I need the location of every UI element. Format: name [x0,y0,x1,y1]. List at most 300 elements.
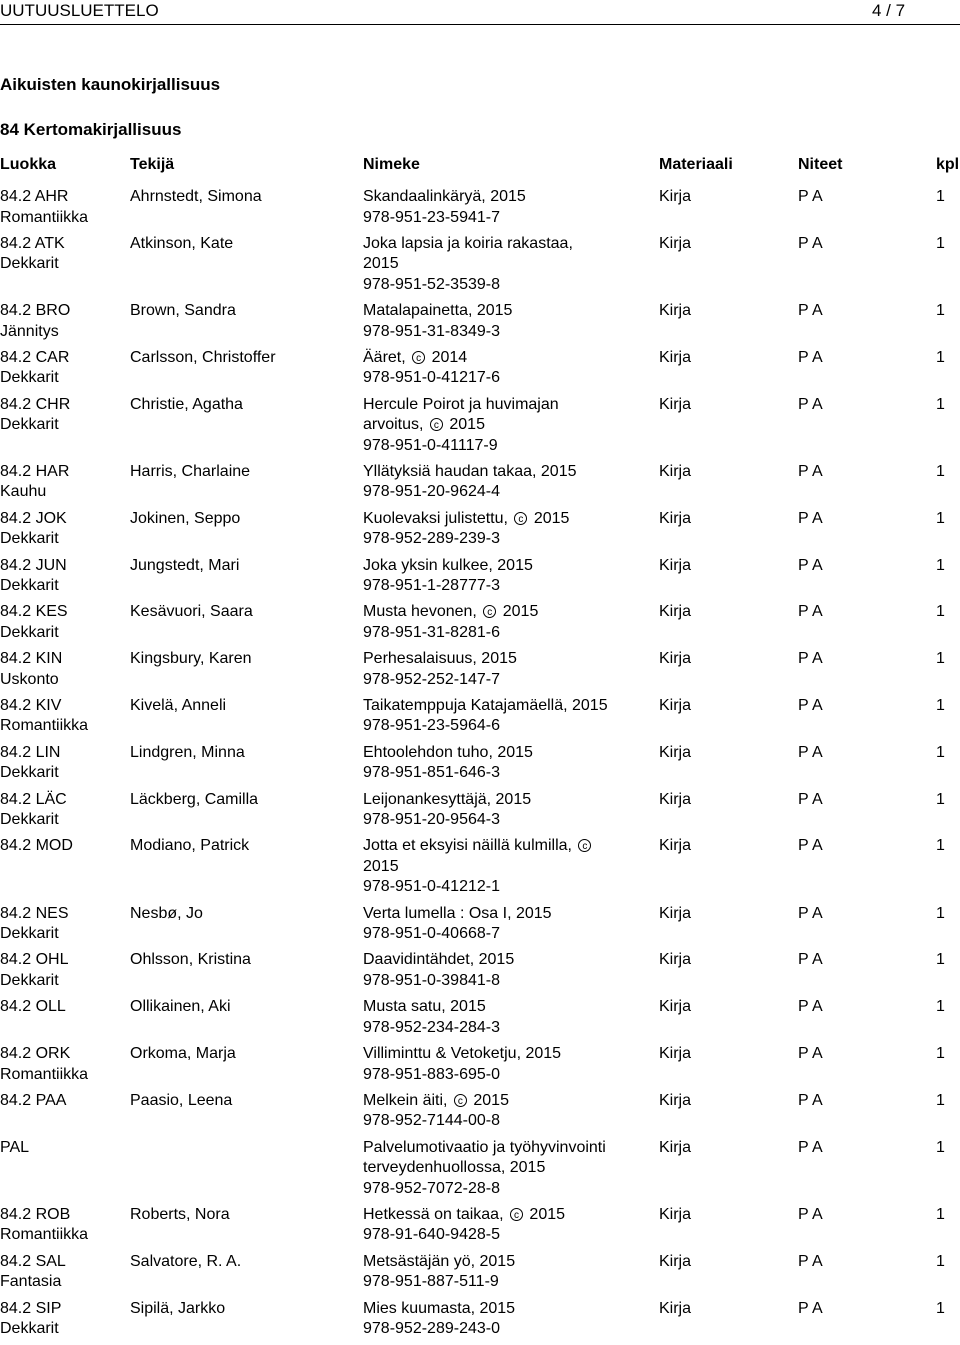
copies-location: P A [798,603,823,621]
entry-niteet [798,187,918,208]
class-code: PAL [0,1138,30,1156]
copy-count: 1 [936,837,945,855]
author-name: Kingsbury, Karen [130,650,252,668]
title-line: Musta satu, 2015 [363,998,486,1016]
copies-location: P A [798,743,823,761]
title-line: Hercule Poirot ja huvimajan [363,395,559,413]
entry-tekija [130,696,358,717]
copy-count: 1 [936,790,945,808]
entry-kpl [936,556,958,577]
entry-nimeke [363,395,633,457]
class-code: 84.2 SAL [0,1252,66,1270]
entry-nimeke [363,950,633,991]
title-line: Metsästäjän yö, 2015 [363,1252,516,1270]
column-header-tekija: Tekijä [130,156,175,173]
catalog-entry [0,649,960,696]
class-code: 84.2 ROB [0,1205,71,1223]
entry-kpl [936,997,958,1018]
entry-materiaali [659,790,739,811]
entry-tekija [130,234,358,255]
isbn: 978-91-640-9428-5 [363,1226,500,1244]
material-type: Kirja [659,556,692,574]
copy-count: 1 [936,1138,945,1156]
genre-label: Dekkarit [0,623,59,641]
material-type: Kirja [659,837,692,855]
title-line: terveydenhuollossa, 2015 [363,1159,546,1177]
column-header-niteet: Niteet [798,156,843,173]
catalog-entry [0,602,960,649]
title-line: Ääret, c 2014 [363,348,468,366]
genre-label: Jännitys [0,322,59,340]
entry-luokka [0,234,125,275]
entry-materiaali [659,556,739,577]
genre-label: Uskonto [0,670,59,688]
entry-materiaali [659,1299,739,1320]
entry-nimeke [363,649,633,690]
author-name: Jungstedt, Mari [130,556,240,574]
column-header-nimeke: Nimeke [363,156,420,173]
entry-luokka [0,1252,125,1293]
entry-nimeke [363,1091,633,1132]
entry-materiaali [659,997,739,1018]
copy-count: 1 [936,998,945,1016]
genre-label: Romantiikka [0,1065,89,1083]
material-type: Kirja [659,395,692,413]
genre-label: Dekkarit [0,764,59,782]
entry-nimeke [363,301,633,342]
class-code: 84.2 NES [0,904,69,922]
title-line: Yllätyksiä haudan takaa, 2015 [363,462,577,480]
entry-niteet [798,836,918,857]
author-name: Kesävuori, Saara [130,603,253,621]
class-code: 84.2 JOK [0,509,67,527]
class-code: 84.2 JUN [0,556,67,574]
entry-luokka [0,1138,125,1159]
copy-count: 1 [936,951,945,969]
entry-materiaali [659,187,739,208]
column-header-luokka: Luokka [0,156,57,173]
catalog-entry [0,1205,960,1252]
entry-kpl [936,904,958,925]
copy-count: 1 [936,509,945,527]
entry-niteet [798,997,918,1018]
class-code: 84.2 BRO [0,302,71,320]
copy-count: 1 [936,1205,945,1223]
catalog-entry [0,301,960,348]
entry-tekija [130,395,358,416]
entry-materiaali [659,696,739,717]
author-name: Brown, Sandra [130,302,236,320]
isbn: 978-952-7144-00-8 [363,1112,500,1130]
catalog-entry [0,1252,960,1299]
copies-location: P A [798,951,823,969]
entry-nimeke [363,1299,633,1340]
material-type: Kirja [659,650,692,668]
copy-count: 1 [936,556,945,574]
title-line: Hetkessä on taikaa, c 2015 [363,1205,566,1223]
entry-nimeke [363,602,633,643]
material-type: Kirja [659,1205,692,1223]
entry-tekija [130,790,358,811]
isbn: 978-951-0-41117-9 [363,436,498,454]
material-type: Kirja [659,1045,692,1063]
entry-tekija [130,1252,358,1273]
catalog-entry [0,950,960,997]
copy-count: 1 [936,395,945,413]
catalog-entry [0,395,960,462]
entry-niteet [798,1044,918,1065]
title-line: Palvelumotivaatio ja työhyvinvointi [363,1138,606,1156]
class-code: 84.2 OHL [0,951,69,969]
class-code: 84.2 CHR [0,395,71,413]
author-name: Ahrnstedt, Simona [130,188,262,205]
title-line: 2015 [363,857,399,875]
author-name: Atkinson, Kate [130,234,234,252]
entry-kpl [936,649,958,670]
copies-location: P A [798,234,823,252]
copy-count: 1 [936,1091,945,1109]
catalog-entry [0,836,960,903]
copy-count: 1 [936,188,945,205]
copies-location: P A [798,556,823,574]
entry-nimeke [363,790,633,831]
entry-tekija [130,301,358,322]
copies-location: P A [798,348,823,366]
entry-materiaali [659,348,739,369]
entry-materiaali [659,234,739,255]
isbn: 978-951-31-8281-6 [363,623,500,641]
entry-tekija [130,649,358,670]
title-line: Matalapainetta, 2015 [363,302,513,320]
entry-niteet [798,1091,918,1112]
entry-niteet [798,301,918,322]
entry-nimeke [363,348,633,389]
material-type: Kirja [659,509,692,527]
copies-location: P A [798,1299,823,1317]
isbn: 978-952-234-284-3 [363,1018,500,1036]
entry-materiaali [659,1205,739,1226]
copies-location: P A [798,998,823,1016]
author-name: Kivelä, Anneli [130,696,227,714]
catalog-list [0,187,960,1345]
author-name: Ollikainen, Aki [130,998,231,1016]
entry-luokka [0,1205,125,1246]
entry-tekija [130,602,358,623]
copyright-icon: c [510,1208,523,1221]
entry-materiaali [659,1044,739,1065]
entry-nimeke [363,743,633,784]
entry-materiaali [659,1091,739,1112]
entry-tekija [130,904,358,925]
author-name: Salvatore, R. A. [130,1252,242,1270]
author-name: Carlsson, Christoffer [130,348,276,366]
copies-location: P A [798,1252,823,1270]
entry-nimeke [363,696,633,737]
entry-kpl [936,836,958,857]
author-name: Läckberg, Camilla [130,790,259,808]
entry-niteet [798,1205,918,1226]
title-line: Ehtoolehdon tuho, 2015 [363,743,533,761]
entry-kpl [936,301,958,322]
section-title: Aikuisten kaunokirjallisuus [0,75,221,94]
entry-kpl [936,234,958,255]
entry-materiaali [659,836,739,857]
entry-nimeke [363,509,633,550]
entry-tekija [130,187,358,208]
entry-nimeke [363,187,633,228]
author-name: Lindgren, Minna [130,743,245,761]
catalog-entry [0,904,960,951]
entry-luokka [0,904,125,945]
copy-count: 1 [936,743,945,761]
entry-luokka [0,462,125,503]
copy-count: 1 [936,1252,945,1270]
copy-count: 1 [936,603,945,621]
material-type: Kirja [659,462,692,480]
entry-niteet [798,1252,918,1273]
entry-materiaali [659,1138,739,1159]
entry-kpl [936,187,958,208]
entry-tekija [130,1299,358,1320]
entry-kpl [936,743,958,764]
entry-kpl [936,509,958,530]
class-code: 84.2 ATK [0,234,65,252]
material-type: Kirja [659,743,692,761]
material-type: Kirja [659,348,692,366]
entry-tekija [130,836,358,857]
catalog-entry [0,1138,960,1205]
copy-count: 1 [936,904,945,922]
class-code: 84.2 CAR [0,348,70,366]
entry-nimeke [363,234,633,296]
entry-kpl [936,1138,958,1159]
isbn: 978-951-0-39841-8 [363,971,500,989]
genre-label: Dekkarit [0,811,59,829]
column-header-kpl: kpl [936,156,960,173]
entry-luokka [0,790,125,831]
entry-kpl [936,696,958,717]
author-name: Paasio, Leena [130,1091,233,1109]
entry-niteet [798,1299,918,1320]
material-type: Kirja [659,998,692,1016]
catalog-entry [0,1091,960,1138]
genre-label: Dekkarit [0,530,59,548]
copyright-icon: c [430,418,443,431]
catalog-entry [0,997,960,1044]
class-code: 84.2 AHR [0,188,69,205]
isbn: 978-951-31-8349-3 [363,322,500,340]
entry-luokka [0,997,125,1018]
isbn: 978-952-289-239-3 [363,530,500,548]
isbn: 978-951-0-41212-1 [363,878,500,896]
page-header [0,0,960,25]
copies-location: P A [798,188,823,205]
entry-nimeke [363,1252,633,1293]
entry-niteet [798,509,918,530]
entry-tekija [130,556,358,577]
isbn: 978-951-20-9624-4 [363,483,500,501]
entry-luokka [0,836,125,857]
author-name: Modiano, Patrick [130,837,250,855]
author-name: Roberts, Nora [130,1205,230,1223]
isbn: 978-951-0-40668-7 [363,925,500,943]
entry-luokka [0,301,125,342]
entry-luokka [0,348,125,389]
entry-luokka [0,950,125,991]
title-line: Jotta et eksyisi näillä kulmilla, c [363,836,633,857]
entry-nimeke [363,556,633,597]
entry-tekija [130,743,358,764]
entry-kpl [936,1091,958,1112]
genre-label: Dekkarit [0,1320,59,1338]
section-subtitle: 84 Kertomakirjallisuus [0,120,182,139]
entry-niteet [798,234,918,255]
entry-niteet [798,348,918,369]
entry-nimeke [363,904,633,945]
title-line: Perhesalaisuus, 2015 [363,650,517,668]
title-line: Joka lapsia ja koiria rakastaa, [363,234,573,252]
entry-tekija [130,462,358,483]
copy-count: 1 [936,462,945,480]
catalog-entry [0,743,960,790]
title-line: arvoitus, c 2015 [363,416,485,434]
catalog-entry [0,187,960,234]
entry-luokka [0,602,125,643]
title-line: Verta lumella : Osa I, 2015 [363,904,552,922]
entry-kpl [936,348,958,369]
entry-materiaali [659,602,739,623]
catalog-entry [0,696,960,743]
copy-count: 1 [936,348,945,366]
copy-count: 1 [936,302,945,320]
entry-tekija [130,997,358,1018]
entry-luokka [0,743,125,784]
catalog-entry [0,348,960,395]
class-code: 84.2 SIP [0,1299,62,1317]
entry-niteet [798,556,918,577]
entry-luokka [0,395,125,436]
class-code: 84.2 KES [0,603,68,621]
catalog-entry [0,556,960,603]
document-title: UUTUUSLUETTELO [0,1,159,20]
isbn: 978-952-289-243-0 [363,1320,500,1338]
genre-label: Dekkarit [0,255,59,273]
copies-location: P A [798,650,823,668]
copy-count: 1 [936,650,945,668]
class-code: 84.2 LIN [0,743,61,761]
catalog-entry [0,1299,960,1345]
copies-location: P A [798,1138,823,1156]
title-line: Taikatemppuja Katajamäellä, 2015 [363,696,608,714]
material-type: Kirja [659,302,692,320]
copies-location: P A [798,1091,823,1109]
entry-niteet [798,462,918,483]
entry-kpl [936,950,958,971]
isbn: 978-951-887-511-9 [363,1273,499,1291]
copy-count: 1 [936,1045,945,1063]
entry-nimeke [363,1205,633,1246]
author-name: Jokinen, Seppo [130,509,241,527]
entry-luokka [0,1091,125,1112]
entry-luokka [0,649,125,690]
entry-luokka [0,696,125,737]
genre-label: Dekkarit [0,971,59,989]
entry-tekija [130,950,358,971]
class-code: 84.2 KIN [0,650,63,668]
copy-count: 1 [936,234,945,252]
author-name: Sipilä, Jarkko [130,1299,226,1317]
catalog-entry [0,509,960,556]
entry-nimeke [363,836,633,898]
copyright-icon: c [514,512,527,525]
entry-materiaali [659,509,739,530]
entry-luokka [0,1299,125,1340]
copy-count: 1 [936,696,945,714]
title-line: Leijonankesyttäjä, 2015 [363,790,532,808]
genre-label: Romantiikka [0,717,89,735]
copies-location: P A [798,509,823,527]
entry-nimeke [363,1138,633,1200]
genre-label: Dekkarit [0,369,59,387]
copyright-icon: c [412,351,425,364]
material-type: Kirja [659,603,692,621]
title-line: Mies kuumasta, 2015 [363,1299,516,1317]
copies-location: P A [798,1205,823,1223]
entry-nimeke [363,462,633,503]
entry-kpl [936,790,958,811]
copies-location: P A [798,395,823,413]
copy-count: 1 [936,1299,945,1317]
title-line: Kuolevaksi julistettu, c 2015 [363,509,570,527]
title-line: Daavidintähdet, 2015 [363,951,515,969]
class-code: 84.2 HAR [0,462,70,480]
copies-location: P A [798,1045,823,1063]
copies-location: P A [798,837,823,855]
isbn: 978-951-52-3539-8 [363,275,500,293]
copies-location: P A [798,302,823,320]
isbn: 978-951-851-646-3 [363,764,500,782]
copies-location: P A [798,904,823,922]
entry-kpl [936,1044,958,1065]
entry-niteet [798,950,918,971]
material-type: Kirja [659,1091,692,1109]
class-code: 84.2 LÄC [0,790,67,808]
copyright-icon: c [578,839,591,852]
isbn: 978-951-883-695-0 [363,1065,500,1083]
isbn: 978-952-7072-28-8 [363,1179,500,1197]
entry-niteet [798,743,918,764]
isbn: 978-951-23-5964-6 [363,717,500,735]
material-type: Kirja [659,1299,692,1317]
entry-kpl [936,462,958,483]
author-name: Nesbø, Jo [130,904,203,922]
class-code: 84.2 OLL [0,998,66,1016]
copies-location: P A [798,790,823,808]
genre-label: Dekkarit [0,925,59,943]
entry-materiaali [659,301,739,322]
copies-location: P A [798,462,823,480]
material-type: Kirja [659,1252,692,1270]
entry-luokka [0,509,125,550]
title-line: Joka yksin kulkee, 2015 [363,556,533,574]
entry-materiaali [659,649,739,670]
entry-niteet [798,1138,918,1159]
isbn: 978-951-20-9564-3 [363,811,500,829]
author-name: Christie, Agatha [130,395,243,413]
class-code: 84.2 MOD [0,837,73,855]
entry-niteet [798,395,918,416]
catalog-entry [0,790,960,837]
